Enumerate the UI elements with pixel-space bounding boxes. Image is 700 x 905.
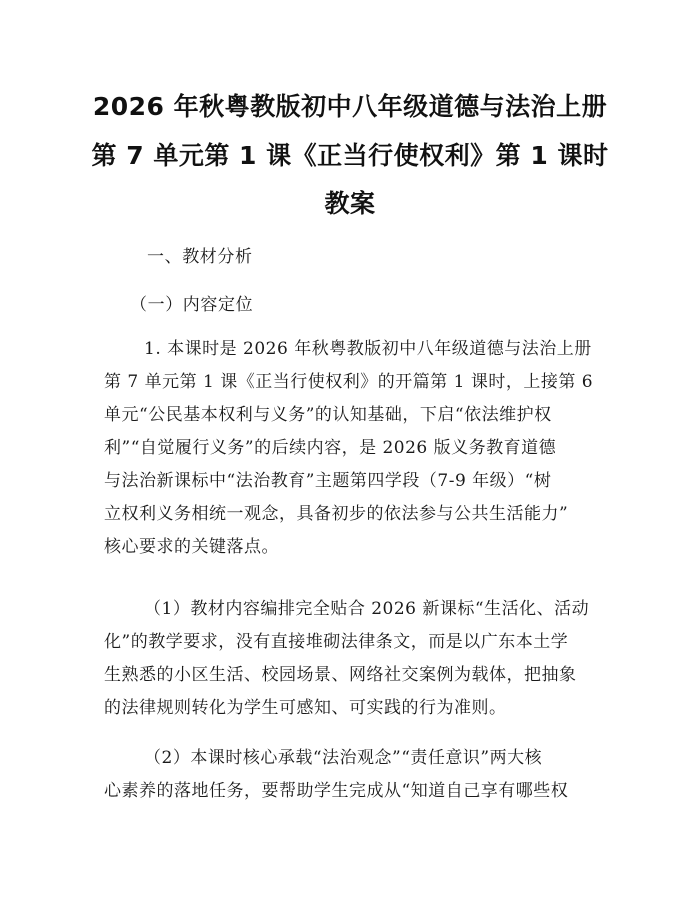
paragraph-line: 化”的教学要求，没有直接堆砌法律条文，而是以广东本土学: [104, 632, 569, 652]
subsection-heading: （一）内容定位: [130, 295, 254, 315]
paragraph-line: 1. 本课时是 2026 年秋粤教版初中八年级道德与法治上册: [144, 339, 592, 359]
paragraph-line: 核心要求的关键落点。: [104, 537, 279, 557]
document-title-line-2: 第 7 单元第 1 课《正当行使权利》第 1 课时: [91, 141, 609, 170]
paragraph-line: 单元“公民基本权利与义务”的认知基础，下启“依法维护权: [104, 405, 552, 425]
document-title-line-1: 2026 年秋粤教版初中八年级道德与法治上册: [92, 92, 608, 121]
paragraph-line: 的法律规则转化为学生可感知、可实践的行为准则。: [104, 698, 507, 718]
paragraph-line: （1）教材内容编排完全贴合 2026 新课标“生活化、活动: [144, 599, 590, 619]
paragraph-item-1: [104, 593, 604, 725]
paragraph-item-2: [104, 742, 604, 808]
paragraph-line: 心素养的落地任务，要帮助学生完成从“知道自己享有哪些权: [104, 781, 569, 801]
document-title-line-3: 教案: [324, 189, 376, 218]
paragraph-line: 利”“自觉履行义务”的后续内容，是 2026 版义务教育道德: [104, 438, 557, 458]
paragraph-line: 第 7 单元第 1 课《正当行使权利》的开篇第 1 课时，上接第 6: [104, 372, 594, 392]
paragraph-line: （2）本课时核心承载“法治观念”“责任意识”两大核: [144, 748, 543, 768]
paragraph-line: 与法治新课标中“法治教育”主题第四学段（7-9 年级）“树: [104, 471, 552, 491]
paragraph-line: 立权利义务相统一观念，具备初步的依法参与公共生活能力”: [104, 504, 569, 524]
section-heading: 一、教材分析: [147, 247, 253, 267]
paragraph-content-positioning: [104, 333, 604, 564]
paragraph-line: 生熟悉的小区生活、校园场景、网络社交案例为载体，把抽象: [104, 665, 577, 685]
